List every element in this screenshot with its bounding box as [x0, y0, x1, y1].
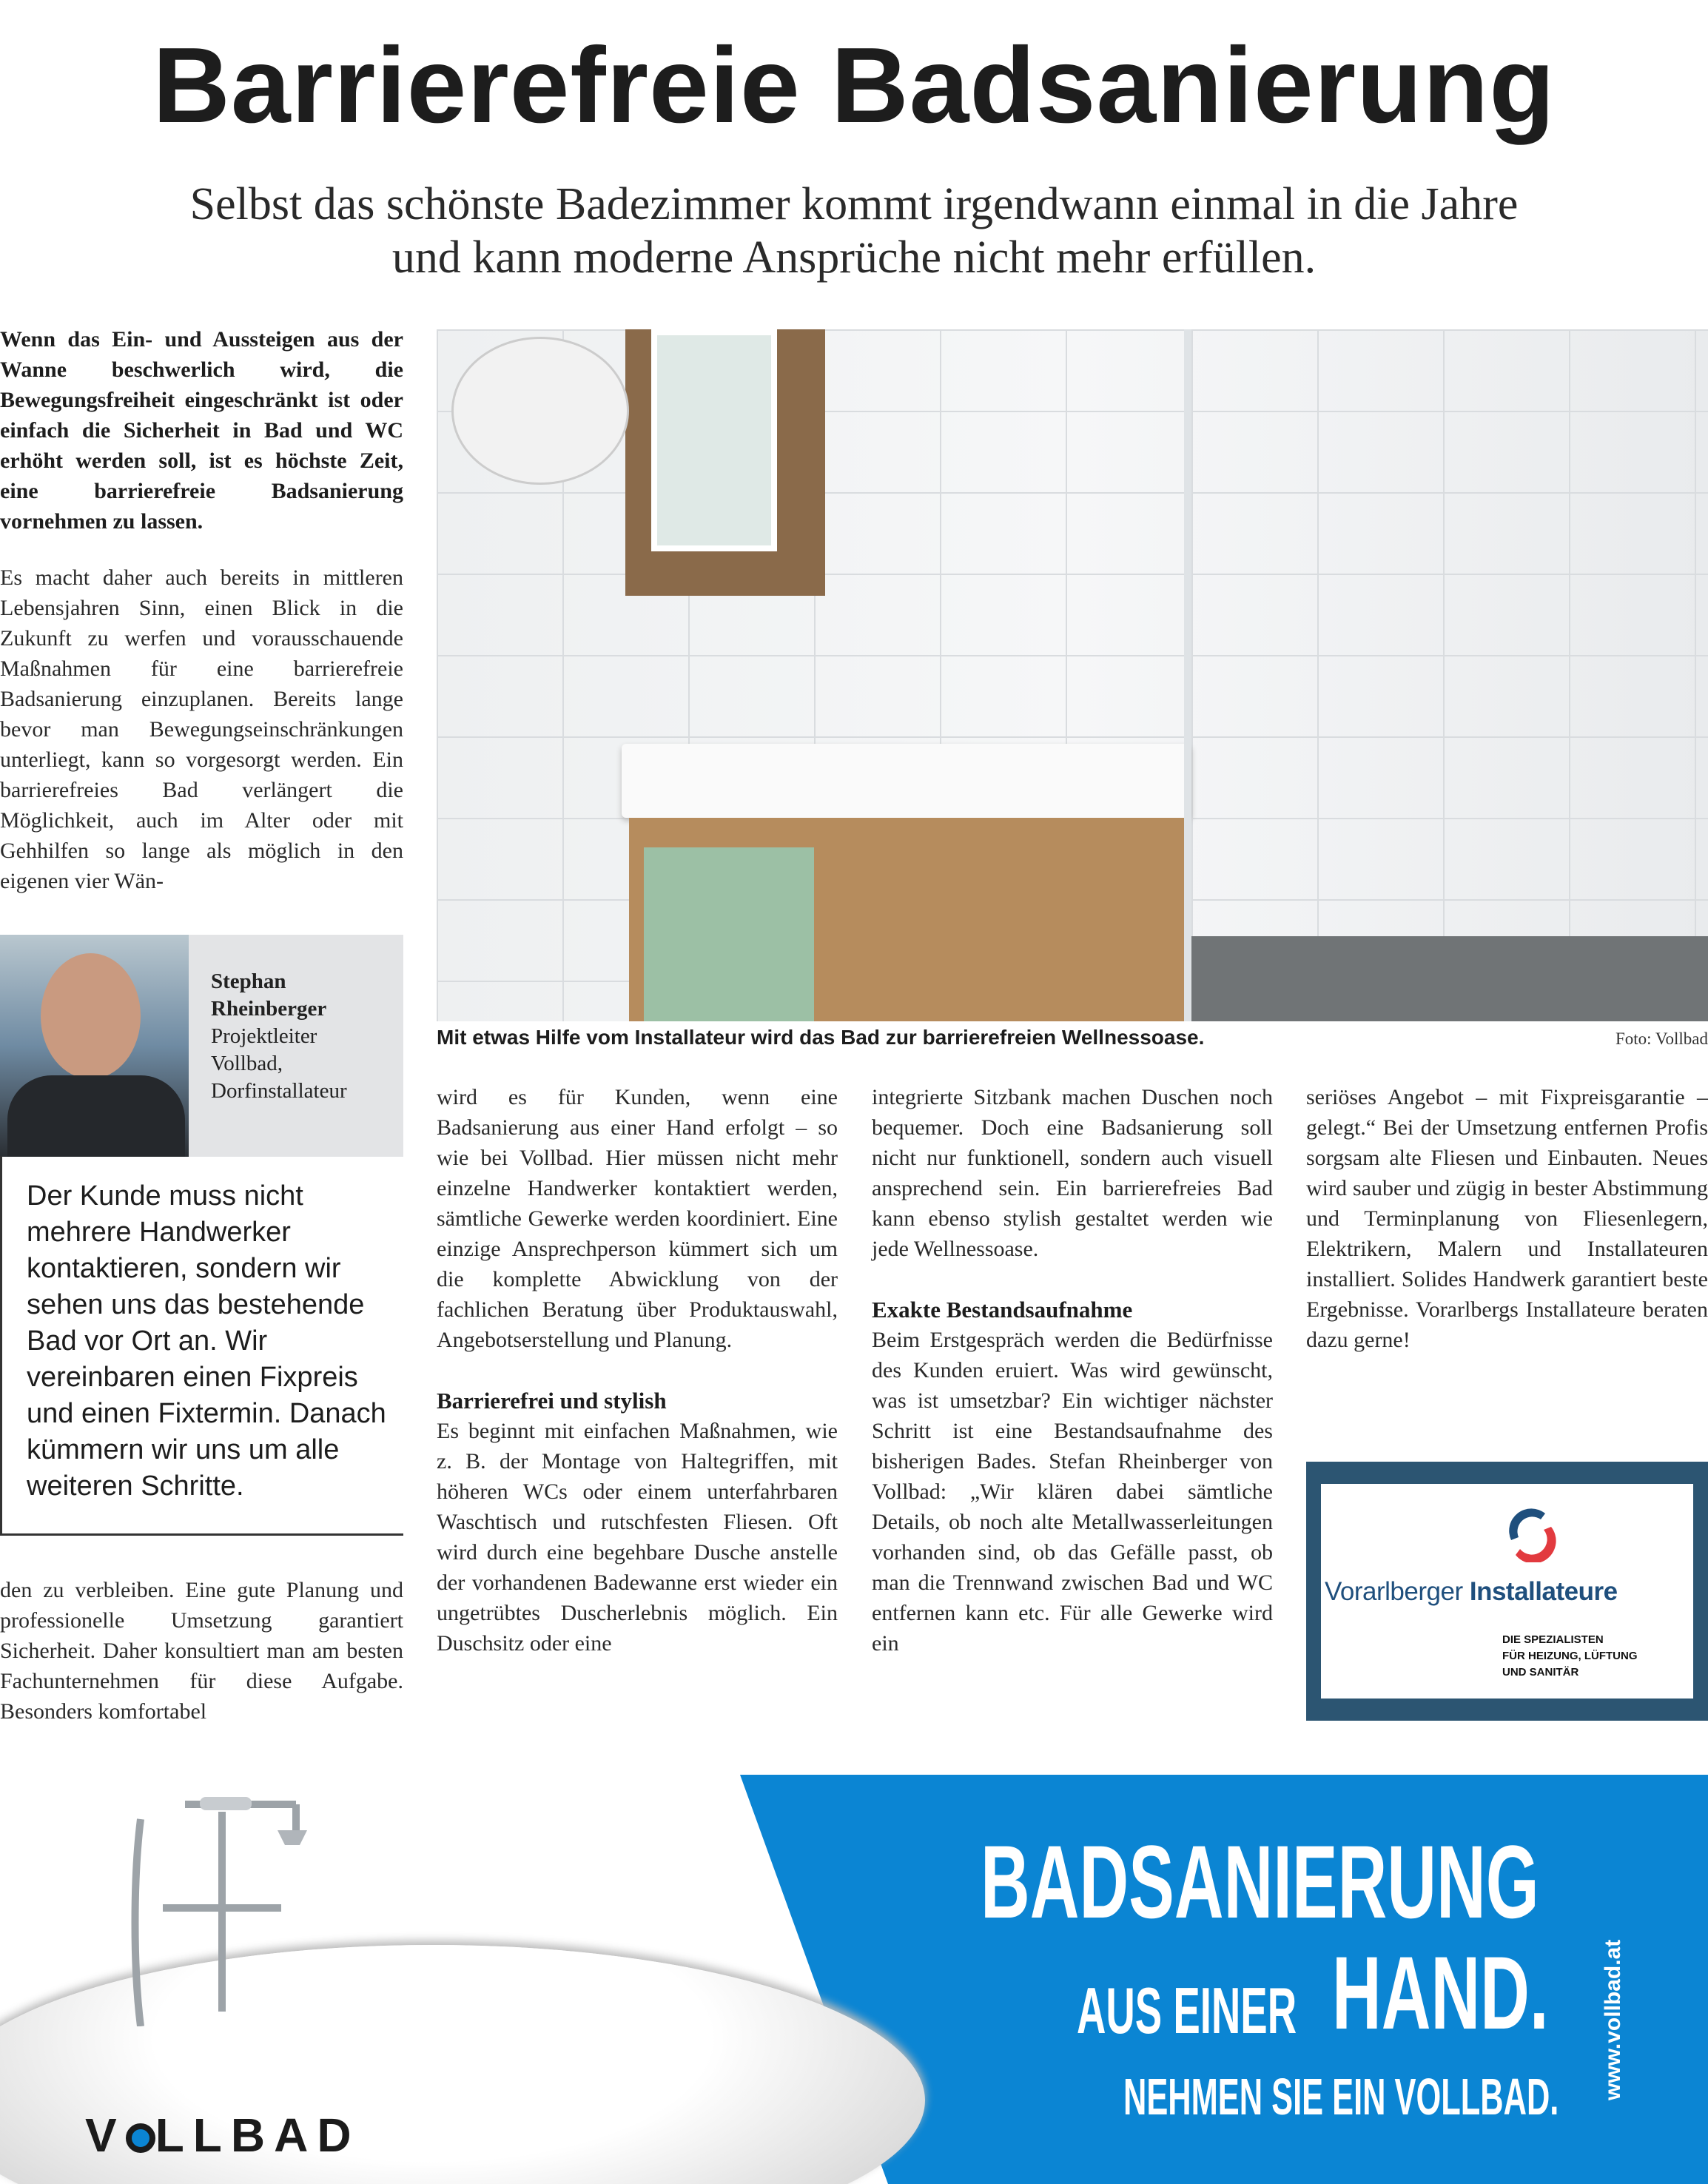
body-paragraph: Es macht daher auch bereits in mittleren Lebensjahren Sinn, einen Blick in die Zukunft zu werfen und vorausschauende Maßnahmen für eine barrierefreie Badsanierung einzuplanen. Bereits lange bevor man Bewegungseinschränkungen unterliegt, kann so vorgesorgt werden. Ein barrierefreies Bad verlängert die Möglichkeit, auch im Alter oder mit Gehhilfen so lange als möglich in den eigenen vier Wän-: [0, 565, 403, 893]
logo-tagline: UND SANITÄR: [1502, 1666, 1579, 1679]
body-paragraph: Es beginnt mit einfachen Maßnahmen, wie z. B. der Montage von Haltegriffen, mit höheren WCs oder einem unterfahrbaren Waschtisch und rutschfesten Fliesen. Oft wird durch eine begehbare Dusche anstelle der vorhandenen Badewanne erst wieder ein ungetrübtes Duscherlebnis möglich. Ein Duschsitz oder eine: [437, 1419, 838, 1656]
photo-caption: Mit etwas Hilfe vom Installateur wird das Bad zur barrierefreien Wellnessoase.: [437, 1026, 1205, 1049]
subtitle-line: und kann moderne Ansprüche nicht mehr erfüllen.: [391, 232, 1317, 283]
ad-headline-part: AUS EINER: [1077, 1974, 1297, 2047]
photo-credit: Foto: Vollbad: [1615, 1029, 1708, 1048]
author-photo: [0, 935, 189, 1157]
faucet-icon: [118, 1790, 326, 2026]
subtitle: [0, 178, 1708, 284]
subtitle-line: Selbst das schönste Badezimmer kommt irgendwann einmal in die Jahre: [189, 179, 1519, 229]
body-paragraph: seriöses Angebot – mit Fixpreisgarantie – gelegt.“ Bei der Umsetzung entfernen Profis sorgsam alte Fliesen und Einbauten. Neues wird sauber und zügig in bester Abstimmung und Terminplanung von Fliesenlegern, Elektrikern, Malern und Installateuren installiert. Solides Handwerk garantiert beste Ergebnisse. Vorarlbergs Installateure beraten dazu gerne!: [1306, 1085, 1708, 1352]
installateure-logo: [1306, 1462, 1708, 1721]
section-heading: Barrierefrei und stylish: [437, 1388, 667, 1414]
author-role: Projektleiter: [211, 1024, 317, 1048]
ad-slogan: NEHMEN SIE EIN VOLLBAD.: [1123, 2068, 1559, 2126]
lead-paragraph: Wenn das Ein- und Aussteigen aus der Wanne beschwerlich wird, die Bewegungsfreiheit eingeschränkt ist oder einfach die Sicherheit in Bad und WC erhöht werden soll, ist es höchste Zeit, eine barrierefreie Badsanierung vornehmen zu lassen.: [0, 327, 403, 534]
ad-headline: BADSANIERUNG: [981, 1824, 1539, 1940]
author-name: Stephan Rheinberger: [211, 970, 327, 1021]
author-box: [0, 935, 403, 1157]
logo-tagline: DIE SPEZIALISTEN: [1502, 1633, 1604, 1646]
logo-word: Installateure: [1469, 1577, 1618, 1606]
author-company-2: Dorfinstallateur: [211, 1079, 347, 1103]
vollbad-brand-logo: V LLBAD: [85, 2109, 360, 2162]
vollbad-advertisement[interactable]: [0, 1775, 1708, 2184]
logo-word: Vorarlberger: [1325, 1577, 1463, 1606]
ad-headline-part: HAND.: [1332, 1935, 1549, 2051]
section-heading: Exakte Bestandsaufnahme: [872, 1297, 1133, 1323]
body-paragraph: den zu verbleiben. Eine gute Planung und professionelle Umsetzung garantiert Sicherheit. Daher konsultiert man am besten Fachunternehmen für diese Aufgabe. Besonders komfortabel: [0, 1578, 403, 1724]
ad-url-link[interactable]: www.vollbad.at: [1601, 1939, 1625, 2100]
pull-quote: Der Kunde muss nicht mehrere Handwerker kontaktieren, sondern wir sehen uns das bestehende Bad vor Ort an. Wir vereinbaren einen Fixpreis und einen Fixtermin. Danach kümmern wir uns um alle weiteren Schritte.: [0, 1156, 403, 1536]
body-paragraph: wird es für Kunden, wenn eine Badsanierung aus einer Hand erfolgt – so wie bei Vollbad. Hier müssen nicht mehr einzelne Handwerker kontaktiert werden, sämtliche Gewerke werden koordiniert. Eine einzige Ansprechperson kümmert sich um die komplette Abwicklung von der fachlichen Beratung über Produktauswahl, Angebotserstellung und Planung.: [437, 1085, 838, 1352]
body-paragraph: Beim Erstgespräch werden die Bedürfnisse des Kunden eruiert. Was wird gewünscht, was ist umsetzbar? Ein wichtiger nächster Schritt ist eine Bestandsaufnahme des bisherigen Bades. Stefan Rheinberger von Vollbad: „Wir klären dabei sämtliche Details, ob noch alte Metallwasserleitungen vorhanden sind, ob das Gefälle passt, ob man die Trennwand zwischen Bad und WC entfernen kann etc. Für alle Gewerke wird ein: [872, 1328, 1273, 1656]
logo-tagline: FÜR HEIZUNG, LÜFTUNG: [1502, 1650, 1638, 1662]
body-paragraph: integrierte Sitzbank machen Duschen noch bequemer. Doch eine Badsanierung soll nicht nur funktionell, sondern auch visuell ansprechend sein. Ein barrierefreies Bad kann ebenso stylish gestaltet werden wie jede Wellnessoase.: [872, 1085, 1273, 1261]
logo-swirl-icon: [1502, 1506, 1559, 1562]
bathroom-photo: [437, 329, 1708, 1021]
author-company: Vollbad,: [211, 1052, 283, 1075]
headline: Barrierefreie Badsanierung: [152, 25, 1556, 145]
